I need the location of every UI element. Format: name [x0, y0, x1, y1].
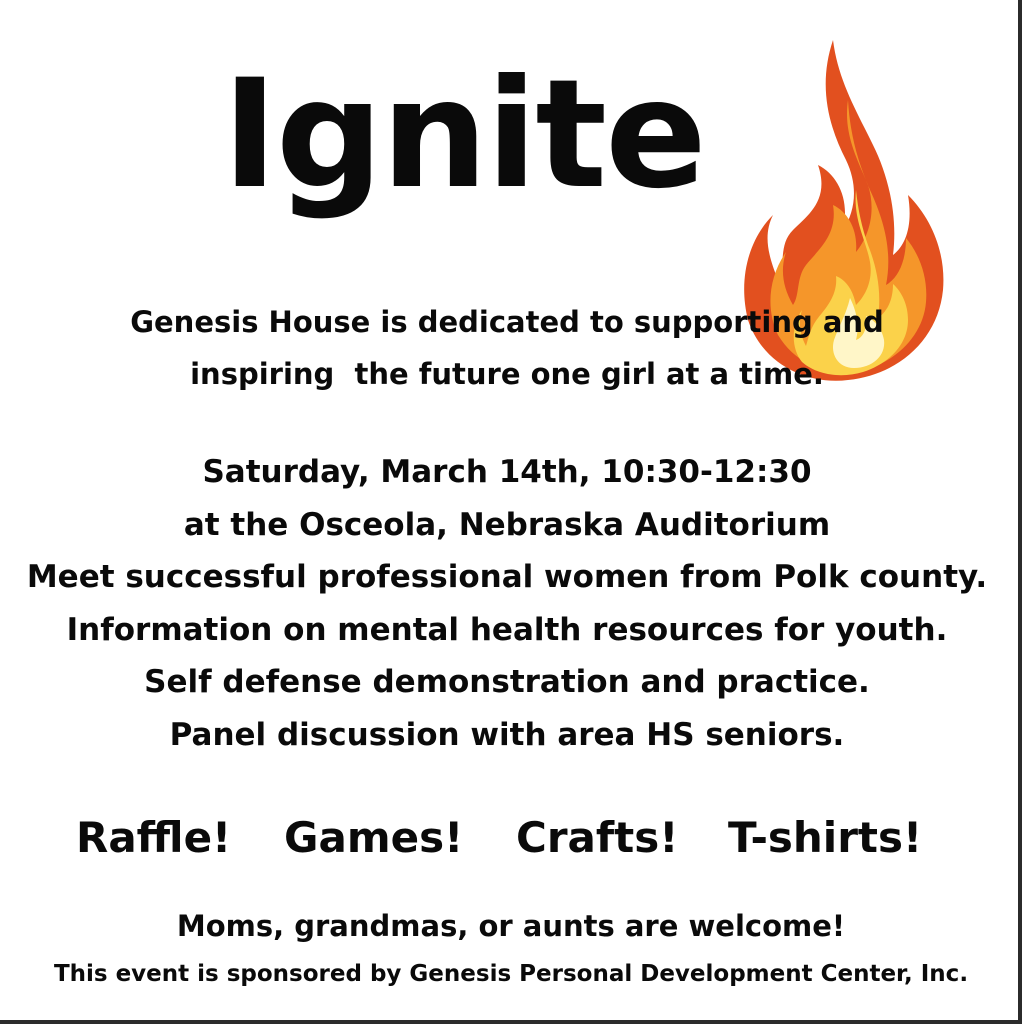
event-title: Ignite — [222, 48, 705, 222]
mission-line-2: inspiring the future one girl at a time. — [190, 357, 824, 391]
mission-line-1: Genesis House is dedicated to supporting and — [130, 305, 884, 339]
activities-row — [76, 808, 956, 868]
mission-statement — [0, 296, 1014, 400]
event-details — [0, 446, 1014, 761]
activity-crafts: Crafts! — [516, 813, 679, 862]
event-location: at the Osceola, Nebraska Auditorium — [183, 506, 831, 543]
detail-item: Meet successful professional women from Polk county. — [26, 559, 988, 595]
activity-tshirts: T-shirts! — [728, 813, 923, 862]
activity-games: Games! — [284, 813, 464, 862]
detail-item: Self defense demonstration and practice. — [144, 664, 870, 700]
detail-item: Information on mental health resources for youth. — [66, 611, 948, 648]
frame-edge-right — [1018, 0, 1022, 1024]
event-date: Saturday, March 14th, 10:30-12:30 — [202, 454, 812, 490]
detail-item: Panel discussion with area HS seniors. — [169, 716, 845, 753]
welcome-note: Moms, grandmas, or aunts are welcome! — [176, 909, 846, 943]
activity-raffle: Raffle! — [76, 813, 232, 862]
frame-edge-bottom — [0, 1020, 1022, 1024]
sponsor-note: This event is sponsored by Genesis Personal Development Center, Inc. — [53, 961, 969, 987]
